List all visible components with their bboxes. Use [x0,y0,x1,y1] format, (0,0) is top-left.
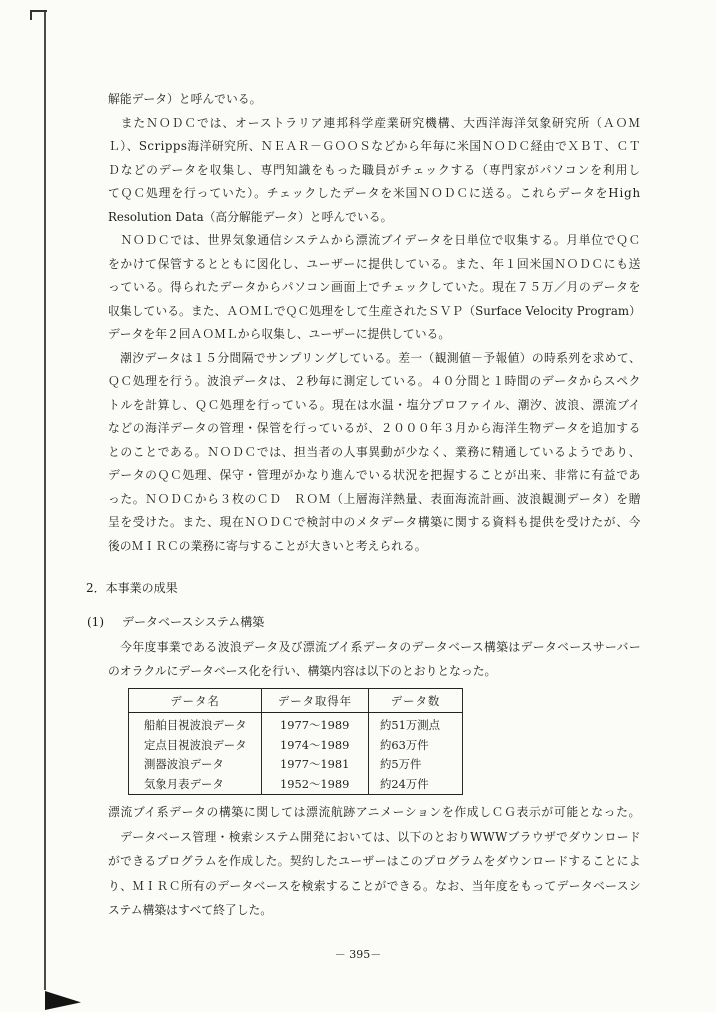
text-line: 呈を受けた。また、現在ＮＯＤＣで検討中のメタデータ構築に関する資料も提供を受けたが、今 [108,515,641,529]
text-line: ＱＣ処理を行う。波浪データは、２秒毎に測定している。４０分間と１時間のデータからスペク [108,374,641,388]
table-cell: 約24万件 [369,775,463,795]
table-header-cell: データ名 [129,689,262,713]
table-row [129,775,463,795]
scan-corner-mark [30,10,47,12]
table-cell: 1974～1989 [262,736,369,756]
text-line: 潮汐データは１５分間隔でサンプリングしている。差一（観測値－予報値）の時系列を求めて、 [108,350,641,365]
text-line: 後のＭＩＲＣの業務に寄与することが大きいと考えられる。 [108,538,427,553]
text-line: などの海洋データの管理・保管を行っているが、２０００年３月から海洋生物データを追加する [108,421,641,435]
text-line: っている。得られたデータからパソコン画面上でチェックしていた。現在７５万／月のデータを [108,280,641,294]
table-header-cell: データ取得年 [262,689,369,713]
text-line: データを年２回ＡＯＭＬから収集し、ユーザーに提供している。 [108,327,451,341]
text-line: とのことである。ＮＯＤＣでは、担当者の人事異動が少なく、業務に精通しているようであり、 [108,444,641,459]
subsection-number: (1) [87,615,104,629]
paragraph-tide-wave [108,347,641,559]
text-line: をかけて保管するとともに図化し、ユーザーに提供している。また、年１回米国ＮＯＤＣにも送 [108,256,641,271]
text-line: 今年度事業である波浪データ及び漂流ブイ系データのデータベース構築はデータベースサーバー [108,640,641,654]
paragraph-drifting-buoy [108,229,641,347]
paragraph-buoy-note [108,800,641,825]
text-line: またＮＯＤＣでは、オーストラリア連邦科学産業研究機構、大西洋海洋気象研究所（ＡＯＭ [108,115,641,130]
table-cell: 約51万測点 [369,713,463,736]
text-block-intro [108,635,641,683]
table-cell: 1977～1981 [262,755,369,775]
text-line: った。ＮＯＤＣから３枚のＣＤ ＲＯＭ（上層海洋熱量、表面海流計画、波浪観測データ）を贈 [108,491,641,506]
text-line: ができるプログラムを作成した。契約したユーザーはこのプログラムをダウンロードすることによ [108,854,641,868]
text-line: Resolution Data（高分解能データ）と呼んでいる。 [108,209,393,224]
page-number: － 395－ [334,948,382,961]
subsection-title: データベースシステム構築 [122,615,265,629]
text-line: ＮＯＤＣでは、世界気象通信システムから漂流ブイデータを日単位で収集する。月単位でＱＣ [108,233,641,247]
table-cell: 約63万件 [369,736,463,756]
text-line: てＱＣ処理を行っていた）。チェックしたデータを米国ＮＯＤＣに送る。これらデータをHigh [108,186,641,200]
text-line: り、ＭＩＲＣ所有のデータベースを検索することができる。なお、当年度をもってデータベースシ [108,878,641,893]
scan-margin-line [44,12,46,990]
table-cell: 定点目視波浪データ [129,736,262,756]
text-line: データベース管理・検索システム開発においては、以下のとおりWWWブラウザでダウンロード [108,829,641,844]
table-cell: 気象月表データ [129,775,262,795]
scan-edge-artifact [45,991,81,1010]
table-cell: 1977～1989 [262,713,369,736]
text-line: のオラクルにデータベース化を行い、構築内容は以下のとおりとなった。 [108,664,497,678]
text-line: Ｌ）、Scripps海洋研究所、ＮＥＡＲ－ＧＯＯＳなどから年毎に米国ＮＯＤＣ経由でＸＢＴ、ＣＴ [108,139,641,153]
text-line: 収集している。また、ＡＯＭＬでＱＣ処理をして生産されたＳＶＰ（Surface Velocity Program） [108,303,641,318]
text-line: トルを計算し、ＱＣ処理を行っている。現在は水温・塩分プロファイル、潮汐、波浪、漂流ブイ [108,397,641,412]
table-cell: 測器波浪データ [129,755,262,775]
paragraph-search-system [108,825,641,923]
table-row [129,755,463,775]
subsection-heading [87,610,264,634]
text-block-1 [108,88,641,558]
text-block-after-table [108,800,641,923]
table-cell: 1952～1989 [262,775,369,795]
text-line: ステム構築はすべて終了した。 [108,903,273,917]
table-header-row [129,689,463,713]
paragraph-continuation [108,88,641,112]
scan-corner-mark [30,10,32,20]
data-table [128,688,463,795]
table-cell: 船舶目視波浪データ [129,713,262,736]
text-line: 漂流ブイ系データの構築に関しては漂流航跡アニメーションを作成しＣＧ表示が可能となった。 [108,805,641,819]
table-cell: 約5万件 [369,755,463,775]
text-line: 解能データ）と呼んでいる。 [108,92,262,106]
text-line: Ｄなどのデータを収集し、専門知識をもった職員がチェックする（専門家がパソコンを利用し [108,162,641,177]
table-row [129,713,463,736]
section-heading: 2．本事業の成果 [86,581,178,595]
paragraph-high-resolution [108,112,641,230]
table-row [129,736,463,756]
table-header-cell: データ数 [369,689,463,713]
text-line: データのＱＣ処理、保守・管理がかなり進んでいる状況を把握することが出来、非常に有益であ [108,468,641,482]
